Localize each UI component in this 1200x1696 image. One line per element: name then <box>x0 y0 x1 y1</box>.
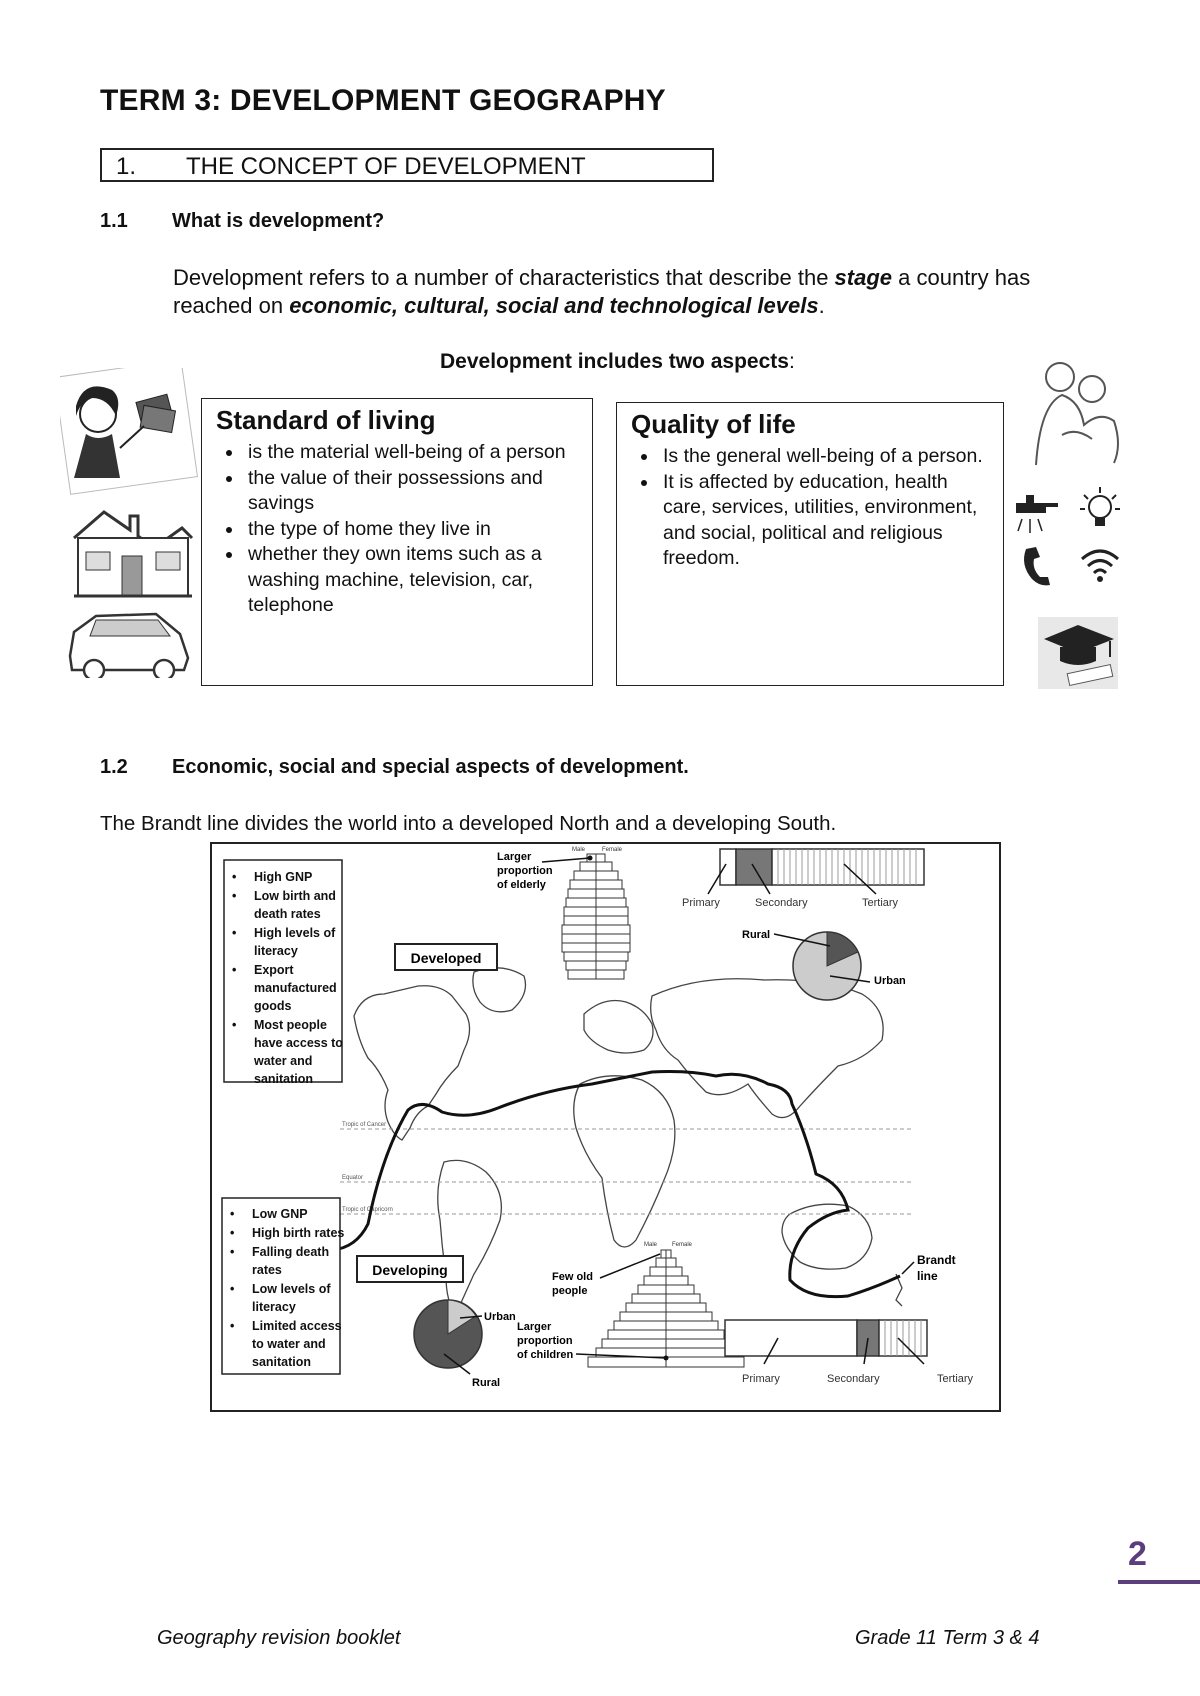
standard-of-living-list <box>216 440 578 619</box>
svg-text:•: • <box>230 1319 235 1333</box>
svg-text:High levels of: High levels of <box>254 926 336 940</box>
developing-rural-urban-pie <box>414 1300 516 1389</box>
svg-text:of elderly: of elderly <box>497 879 546 891</box>
quality-of-life-title: Quality of life <box>631 409 796 439</box>
svg-text:goods: goods <box>254 999 292 1013</box>
quality-of-life-box <box>616 402 1004 686</box>
page-title: TERM 3: DEVELOPMENT GEOGRAPHY <box>100 84 666 117</box>
woman-with-money-icon <box>60 368 197 494</box>
pyramid-male-label: Male <box>572 847 586 853</box>
brandt-line-label: Brandt <box>917 1253 956 1267</box>
svg-text:sanitation: sanitation <box>254 1072 314 1086</box>
light-bulb-icon <box>1080 487 1120 526</box>
tertiary-label: Tertiary <box>937 1373 974 1385</box>
family-care-icon <box>1036 363 1118 465</box>
europe-shape <box>584 1001 653 1054</box>
definition-emphasis-levels: economic, cultural, social and technological levels <box>289 293 819 318</box>
svg-text:•: • <box>230 1282 235 1296</box>
svg-text:Limited access: Limited access <box>252 1319 342 1333</box>
section-number: 1. <box>116 153 137 180</box>
definition-text: Development refers to a number of characteristics that describe the <box>173 265 835 290</box>
svg-text:manufactured: manufactured <box>254 981 337 995</box>
developed-population-pyramid <box>562 854 630 979</box>
asia-shape <box>651 979 883 1118</box>
aspects-heading-text: Development includes two aspects <box>440 350 789 373</box>
svg-text:people: people <box>552 1285 588 1297</box>
section-heading-box <box>100 148 714 182</box>
definition-text: . <box>818 293 825 318</box>
brandt-line-map <box>210 842 1001 1412</box>
subsection-number-1-2: 1.2 <box>100 756 128 778</box>
svg-text:sanitation: sanitation <box>252 1355 312 1369</box>
few-old-label: Few old <box>552 1271 593 1283</box>
brandt-intro-text: The Brandt line divides the world into a developed North and a developing South. <box>100 812 837 835</box>
tropic-of-capricorn-label: Tropic of Capricorn <box>342 1207 393 1213</box>
developed-criterion: High GNP <box>254 870 313 884</box>
tropic-of-cancer-label: Tropic of Cancer <box>342 1122 387 1128</box>
svg-text:literacy: literacy <box>252 1300 296 1314</box>
developed-label-text: Developed <box>410 950 482 966</box>
svg-text:to water and: to water and <box>252 1337 326 1351</box>
developing-criterion: High birth rates <box>252 1226 345 1240</box>
svg-text:death rates: death rates <box>254 907 321 921</box>
quality-of-life-illustrations <box>1010 355 1140 690</box>
developing-economy-sector-bar <box>725 1320 974 1385</box>
list-item: • whether they own items such as a washing machine, television, car, telephone <box>244 542 578 619</box>
standard-of-living-box <box>201 398 593 686</box>
svg-text:Low birth and: Low birth and <box>254 889 336 903</box>
pyramid-female-label: Female <box>602 847 623 853</box>
svg-text:•: • <box>230 1245 235 1259</box>
north-america-shape <box>354 986 470 1140</box>
svg-text:•: • <box>232 926 237 940</box>
primary-label: Primary <box>742 1373 780 1385</box>
definition-text: a country has reached on <box>173 265 1031 318</box>
page-number: 2 <box>1128 1535 1147 1573</box>
aspects-heading <box>440 350 795 374</box>
subsection-title-1-2: Economic, social and special aspects of development. <box>172 756 689 778</box>
subsection-number-1-1: 1.1 <box>100 210 128 232</box>
aspects-heading-colon: : <box>788 350 795 373</box>
svg-text:Low levels of: Low levels of <box>252 1282 331 1296</box>
svg-text:proportion: proportion <box>497 865 553 877</box>
developing-criteria-box <box>222 1198 344 1374</box>
list-item: • It is affected by education, health care, services, utilities, environment, and social, political and religious freedom. <box>659 470 989 572</box>
rural-label: Rural <box>742 929 771 941</box>
page-number-rule <box>1118 1580 1200 1584</box>
svg-text:•: • <box>230 1226 235 1240</box>
section-title: THE CONCEPT OF DEVELOPMENT <box>186 153 586 180</box>
brandt-map-svg <box>212 844 999 1410</box>
water-tap-icon <box>1016 495 1058 533</box>
tertiary-label: Tertiary <box>862 897 899 909</box>
svg-text:•: • <box>232 963 237 977</box>
svg-text:have access to: have access to <box>254 1036 343 1050</box>
developing-label <box>357 1256 463 1282</box>
svg-text:rates: rates <box>252 1263 282 1277</box>
primary-label: Primary <box>682 897 720 909</box>
svg-text:line: line <box>917 1269 938 1283</box>
developed-criteria-box <box>224 860 343 1086</box>
secondary-label: Secondary <box>827 1373 880 1385</box>
equator-label: Equator <box>342 1175 364 1181</box>
svg-text:•: • <box>230 1207 235 1221</box>
pyramid-male-label: Male <box>644 1242 658 1248</box>
south-america-shape <box>438 1160 502 1314</box>
elderly-label: Larger <box>497 851 532 863</box>
standard-of-living-illustrations <box>60 368 200 678</box>
list-item: • the value of their possessions and savings <box>244 466 578 517</box>
rural-label: Rural <box>472 1377 501 1389</box>
svg-text:of children: of children <box>517 1349 574 1361</box>
developed-label <box>395 944 497 970</box>
telephone-icon <box>1024 547 1050 585</box>
svg-text:•: • <box>232 889 237 903</box>
developing-population-pyramid <box>588 1250 744 1367</box>
developed-economy-sector-bar <box>682 849 924 909</box>
svg-text:•: • <box>232 1018 237 1032</box>
standard-of-living-title: Standard of living <box>216 405 436 435</box>
subsection-title-1-1: What is development? <box>172 210 385 232</box>
africa-shape <box>574 1076 675 1247</box>
svg-text:water and: water and <box>254 1054 313 1068</box>
list-item: • Is the general well-being of a person. <box>659 444 989 470</box>
list-item: • the type of home they live in <box>244 517 578 543</box>
latitude-lines <box>340 1122 912 1214</box>
house-icon <box>74 512 192 596</box>
footer-booklet-title: Geography revision booklet <box>157 1627 401 1649</box>
graduation-cap-icon <box>1038 617 1118 689</box>
pyramid-female-label: Female <box>672 1242 693 1248</box>
svg-text:literacy: literacy <box>254 944 298 958</box>
list-item: • is the material well-being of a person <box>244 440 578 466</box>
svg-text:proportion: proportion <box>517 1335 573 1347</box>
svg-text:•: • <box>232 870 237 884</box>
greenland-shape <box>473 968 526 1012</box>
urban-label: Urban <box>484 1311 516 1323</box>
developing-criterion: Low GNP <box>252 1207 308 1221</box>
secondary-label: Secondary <box>755 897 808 909</box>
wifi-icon <box>1082 551 1118 582</box>
footer-grade-term: Grade 11 Term 3 & 4 <box>855 1627 1040 1649</box>
definition-emphasis-stage: stage <box>834 265 893 290</box>
developed-rural-urban-pie <box>742 929 906 1000</box>
quality-of-life-list <box>631 444 989 572</box>
urban-label: Urban <box>874 975 906 987</box>
svg-text:Export: Export <box>254 963 294 977</box>
car-icon <box>70 614 188 678</box>
children-label: Larger <box>517 1321 552 1333</box>
definition-paragraph <box>173 264 1103 320</box>
svg-text:Falling death: Falling death <box>252 1245 330 1259</box>
developing-label-text: Developing <box>372 1262 448 1278</box>
svg-text:Most people: Most people <box>254 1018 327 1032</box>
